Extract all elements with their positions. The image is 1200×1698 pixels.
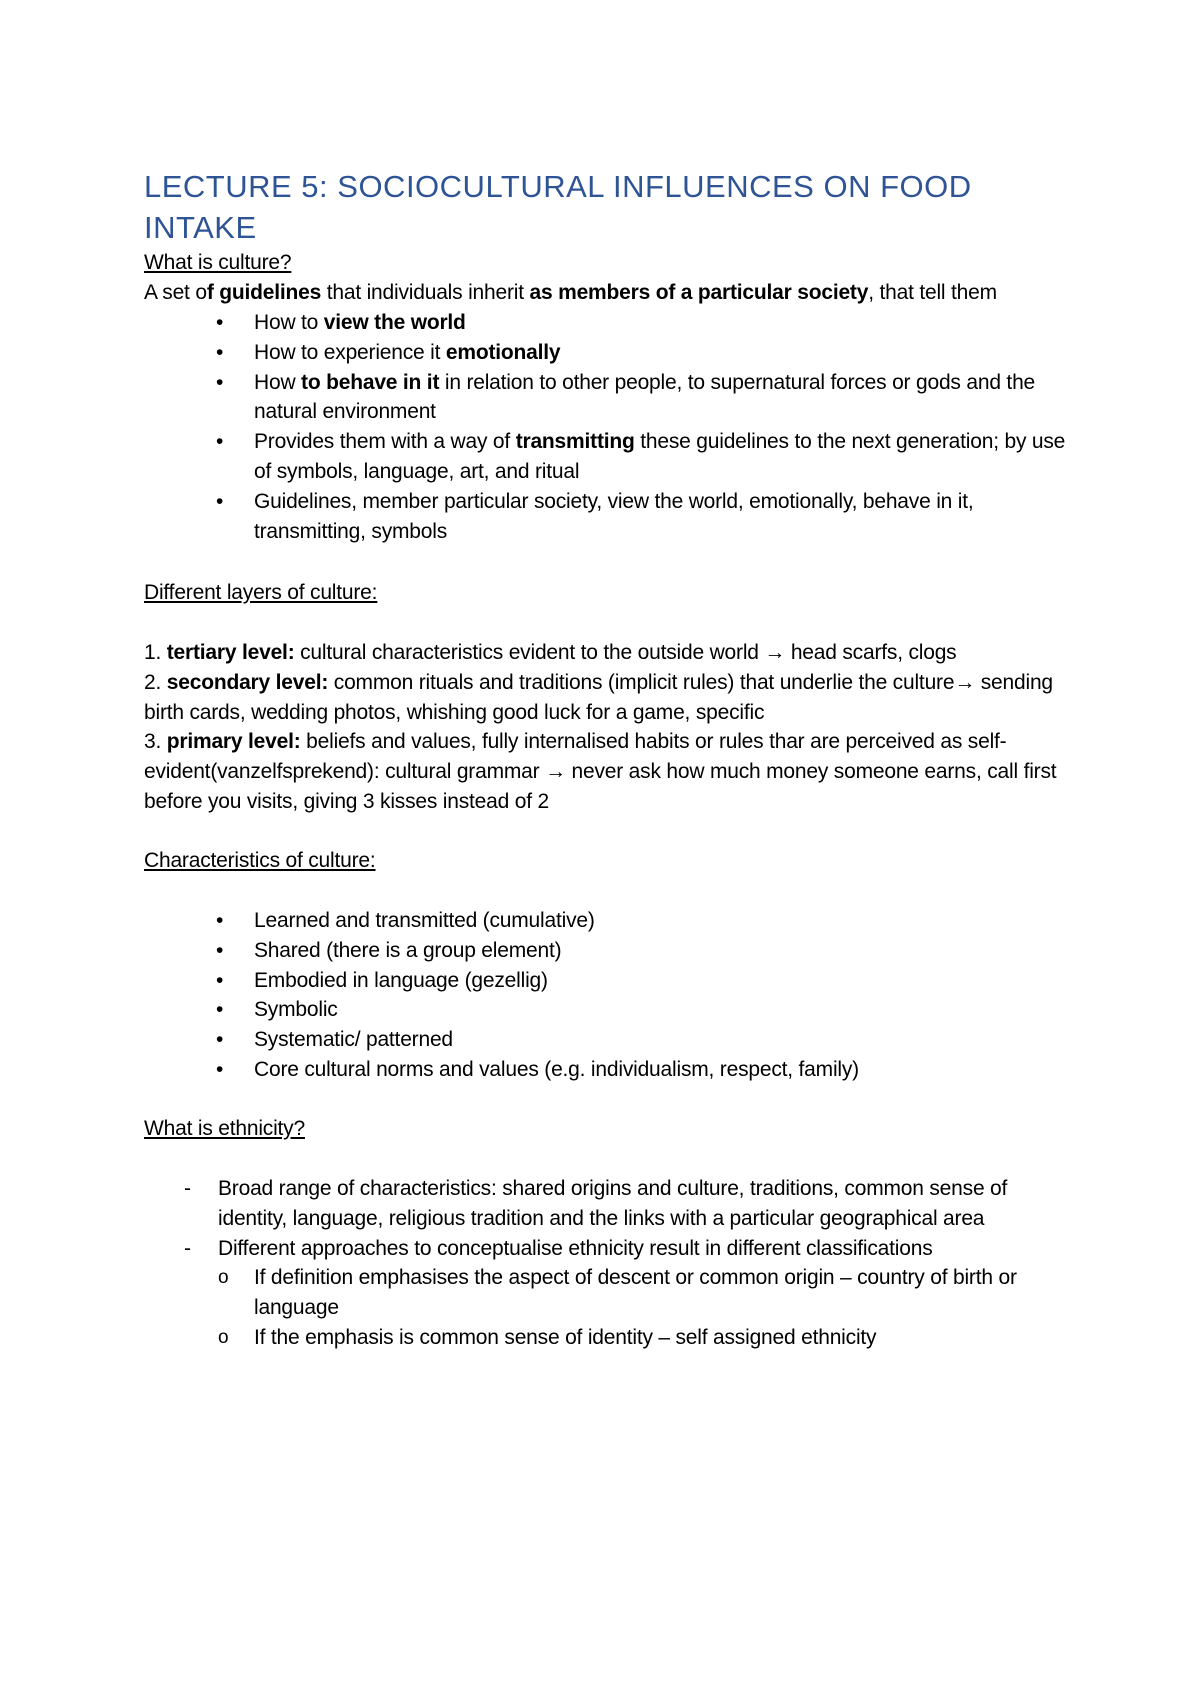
list-item (144, 1174, 1074, 1234)
list-item-text: Embodied in language (gezellig) (254, 968, 548, 992)
list-item (144, 368, 1074, 428)
list-item-bold: to behave in it (301, 370, 440, 394)
list-item-text: How to experience it (254, 340, 446, 364)
list-item-text: Different approaches to conceptualise ethnicity result in different classifications (218, 1236, 933, 1260)
list-number: 1. (144, 641, 167, 664)
list-item-text: If the emphasis is common sense of identity – self assigned ethnicity (254, 1325, 877, 1349)
list-item (144, 1323, 1074, 1353)
culture-intro-bold: as members of a particular society (529, 281, 869, 304)
list-item-text: Broad range of characteristics: shared origins and culture, traditions, common sense of identity, language, religious tradition and the links with a particular geographical area (218, 1177, 1008, 1230)
list-item (144, 668, 1074, 728)
list-item-text: If definition emphasises the aspect of descent or common origin – country of birth or language (254, 1266, 1017, 1320)
layer-text: cultural characteristics evident to the outside world → head scarfs, clogs (294, 641, 957, 664)
layer-text: beliefs and values, fully internalised habits or rules thar are perceived as self-evident(vanzelfsprekend): cultural grammar → never ask how much money someone earns, call first before you visits, giving 3 kisses instead of 2 (144, 730, 1057, 813)
characteristics-heading: Characteristics of culture: (144, 849, 376, 872)
characteristics-bullet-list (144, 906, 1074, 1085)
list-item (144, 1234, 1074, 1353)
circle-marker: o (218, 1267, 229, 1289)
list-item-text: Symbolic (254, 998, 338, 1022)
list-item (144, 995, 1074, 1025)
list-item-text: Shared (there is a group element) (254, 938, 562, 962)
culture-intro-text: that individuals inherit (321, 281, 530, 304)
list-number: 3. (144, 730, 167, 754)
bullet-marker: • (216, 998, 224, 1022)
bullet-marker: • (216, 968, 224, 992)
bullet-marker: • (216, 370, 224, 394)
list-item (144, 906, 1074, 936)
bullet-marker: • (216, 1057, 224, 1081)
list-item-bold: view the world (323, 311, 466, 334)
layer-label: tertiary level: (166, 641, 295, 664)
list-item-text: Provides them with a way of (254, 430, 516, 454)
list-number: 2. (144, 670, 167, 694)
culture-bullet-list (144, 308, 1074, 546)
list-item-text: How to (254, 311, 324, 334)
list-item-text: Core cultural norms and values (e.g. individualism, respect, family) (254, 1057, 859, 1081)
list-item (144, 936, 1074, 966)
list-item (144, 1263, 1074, 1323)
list-item-text: in relation to other people, to supernatural forces or gods and the natural environment (254, 370, 1036, 424)
circle-marker: o (218, 1326, 229, 1348)
layers-list (144, 638, 1074, 817)
layer-label: secondary level: (166, 670, 329, 694)
bullet-marker: • (216, 340, 224, 364)
layers-heading: Different layers of culture: (144, 581, 378, 604)
list-item-bold: emotionally (445, 340, 561, 364)
list-item (144, 727, 1074, 816)
ethnicity-heading: What is ethnicity? (144, 1117, 305, 1140)
bullet-marker: • (216, 311, 224, 334)
culture-heading: What is culture? (144, 251, 292, 274)
list-item (144, 427, 1074, 487)
culture-intro-bold: f guidelines (206, 281, 322, 304)
layer-label: primary level: (166, 730, 301, 754)
page-title: LECTURE 5: SOCIOCULTURAL INFLUENCES ON FOOD INTAKE (144, 169, 972, 245)
bullet-marker: • (216, 938, 224, 962)
bullet-marker: • (216, 1028, 224, 1052)
dash-marker: - (184, 1236, 191, 1260)
list-item-text: Guidelines, member particular society, view the world, emotionally, behave in it, transmitting, symbols (254, 489, 974, 543)
list-item (144, 1055, 1074, 1085)
bullet-marker: • (216, 430, 224, 454)
list-item (144, 338, 1074, 368)
list-item-text: Learned and transmitted (cumulative) (254, 909, 595, 932)
list-item (144, 638, 1074, 668)
list-item-text: these guidelines to the next generation; by use of symbols, language, art, and ritual (254, 430, 1066, 483)
dash-marker: - (184, 1177, 191, 1200)
bullet-marker: • (216, 489, 224, 513)
list-item-text: Systematic/ patterned (254, 1028, 453, 1052)
list-item (144, 966, 1074, 996)
bullet-marker: • (216, 909, 224, 932)
culture-intro-text: A set o (144, 281, 207, 304)
ethnicity-dash-list (144, 1174, 1074, 1353)
list-item-bold: transmitting (515, 430, 635, 454)
list-item (144, 487, 1074, 547)
list-item-text: How (254, 370, 302, 394)
list-item (144, 1025, 1074, 1055)
culture-intro-text: , that tell them (868, 281, 997, 304)
culture-intro (144, 278, 1074, 308)
layer-text: common rituals and traditions (implicit rules) that underlie the culture→ sending birth cards, wedding photos, whishing good luck for a game, specific (144, 670, 1053, 724)
list-item (144, 308, 1074, 338)
ethnicity-sub-list (218, 1263, 1074, 1352)
